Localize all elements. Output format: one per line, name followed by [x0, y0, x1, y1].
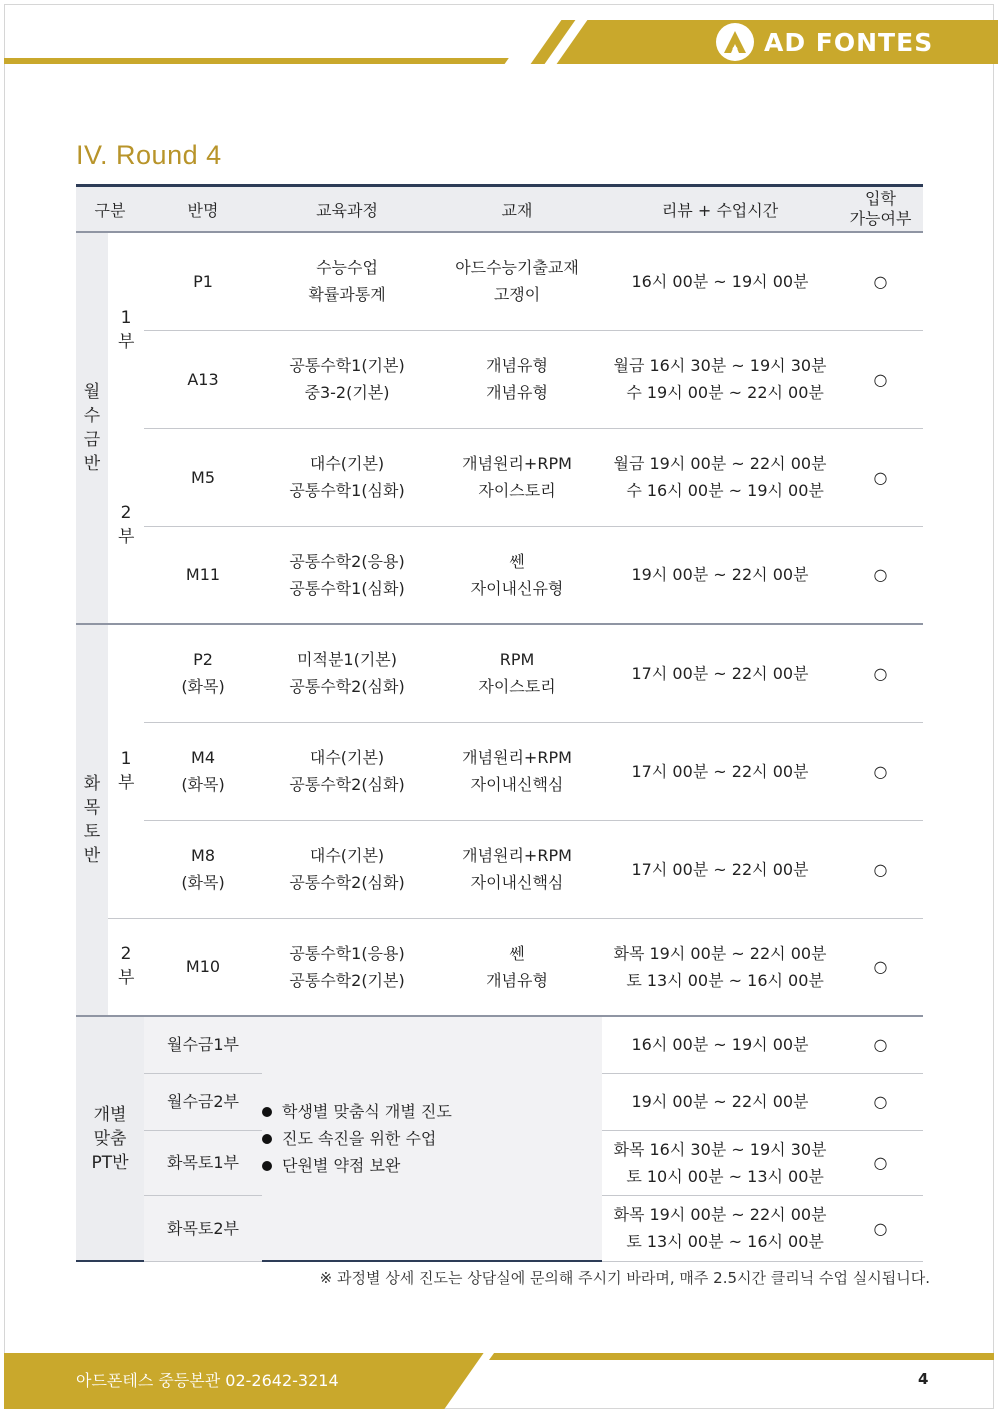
header-class-name: 반명: [144, 186, 262, 233]
table-row: [76, 232, 923, 330]
admission-mark: ○: [838, 1016, 923, 1073]
header-admission: 입학 가능여부: [838, 186, 923, 233]
class-name: M11: [144, 526, 262, 624]
part-1: 1부: [108, 624, 144, 918]
header-course: 교육과정: [262, 186, 432, 233]
table-header-row: [76, 186, 923, 233]
page-number: 4: [918, 1370, 929, 1388]
textbook-cell: 개념원리+RPM 자이스토리: [432, 428, 602, 526]
table-row: [76, 918, 923, 1016]
brand-logo: [716, 22, 933, 62]
textbook-cell: 개념유형 개념유형: [432, 330, 602, 428]
table-row: [76, 330, 923, 428]
group-tts: 화목토반: [76, 624, 108, 1016]
table-row: [76, 526, 923, 624]
course-cell: 미적분1(기본) 공통수학2(심화): [262, 624, 432, 722]
class-name: M5: [144, 428, 262, 526]
course-cell: 공통수학1(기본) 중3-2(기본): [262, 330, 432, 428]
time-cell: 월금 19시 00분 ~ 22시 00분 수 16시 00분 ~ 19시 00분: [602, 428, 838, 526]
course-cell: 대수(기본) 공통수학1(심화): [262, 428, 432, 526]
course-cell: 공통수학1(응용) 공통수학2(기본): [262, 918, 432, 1016]
admission-mark: ○: [838, 232, 923, 330]
textbook-cell: 개념원리+RPM 자이내신핵심: [432, 722, 602, 820]
time-cell: 19시 00분 ~ 22시 00분: [602, 526, 838, 624]
admission-mark: ○: [838, 722, 923, 820]
admission-mark: ○: [838, 1195, 923, 1261]
footnote: ※ 과정별 상세 진도는 상담실에 문의해 주시기 바라며, 매주 2.5시간 클리닉 수업 실시됩니다.: [319, 1269, 930, 1287]
time-cell: 화목 16시 30분 ~ 19시 30분 토 10시 00분 ~ 13시 00분: [602, 1130, 838, 1195]
course-cell: 대수(기본) 공통수학2(심화): [262, 722, 432, 820]
textbook-cell: RPM 자이스토리: [432, 624, 602, 722]
pt-bullet: 학생별 맞춤식 개별 진도: [262, 1098, 602, 1125]
pt-class-name: 월수금2부: [144, 1073, 262, 1130]
pt-bullet-list: [262, 1016, 602, 1261]
class-name: A13: [144, 330, 262, 428]
time-cell: 화목 19시 00분 ~ 22시 00분 토 13시 00분 ~ 16시 00분: [602, 918, 838, 1016]
part-2: 2부: [108, 918, 144, 1016]
time-cell: 19시 00분 ~ 22시 00분: [602, 1073, 838, 1130]
class-name: P2 (화목): [144, 624, 262, 722]
time-cell: 17시 00분 ~ 22시 00분: [602, 820, 838, 918]
table-row: [76, 428, 923, 526]
header-time: 리뷰 + 수업시간: [602, 186, 838, 233]
admission-mark: ○: [838, 1130, 923, 1195]
pt-class-name: 월수금1부: [144, 1016, 262, 1073]
group-pt: 개별맞춤PT반: [76, 1016, 144, 1261]
group-mwf: 월수금반: [76, 232, 108, 624]
time-cell: 월금 16시 30분 ~ 19시 30분 수 19시 00분 ~ 22시 00분: [602, 330, 838, 428]
admission-mark: ○: [838, 526, 923, 624]
page-title: IV. Round 4: [76, 140, 222, 170]
bullet-dot-icon: [262, 1161, 272, 1171]
textbook-cell: 쎈 자이내신유형: [432, 526, 602, 624]
brand-name: AD FONTES: [764, 27, 934, 57]
class-name: M8 (화목): [144, 820, 262, 918]
admission-mark: ○: [838, 1073, 923, 1130]
time-cell: 16시 00분 ~ 19시 00분: [602, 232, 838, 330]
table-row: [76, 1016, 923, 1073]
textbook-cell: 아드수능기출교재 고쟁이: [432, 232, 602, 330]
bullet-dot-icon: [262, 1134, 272, 1144]
admission-mark: ○: [838, 624, 923, 722]
logo-a-icon: [716, 23, 754, 61]
textbook-cell: 개념원리+RPM 자이내신핵심: [432, 820, 602, 918]
admission-mark: ○: [838, 428, 923, 526]
table-row: [76, 820, 923, 918]
bullet-dot-icon: [262, 1107, 272, 1117]
table-row: [76, 624, 923, 722]
pt-class-name: 화목토1부: [144, 1130, 262, 1195]
class-name: M10: [144, 918, 262, 1016]
header-category: 구분: [76, 186, 144, 233]
textbook-cell: 쎈 개념유형: [432, 918, 602, 1016]
footer-gold-line: [489, 1353, 994, 1360]
schedule-table: [76, 184, 923, 1262]
admission-mark: ○: [838, 330, 923, 428]
course-cell: 공통수학2(응용) 공통수학1(심화): [262, 526, 432, 624]
time-cell: 화목 19시 00분 ~ 22시 00분 토 13시 00분 ~ 16시 00분: [602, 1195, 838, 1261]
class-name: M4 (화목): [144, 722, 262, 820]
header-textbook: 교재: [432, 186, 602, 233]
admission-mark: ○: [838, 918, 923, 1016]
part-1: 1부: [118, 308, 135, 352]
header-gold-line: [4, 58, 509, 64]
pt-class-name: 화목토2부: [144, 1195, 262, 1261]
time-cell: 16시 00분 ~ 19시 00분: [602, 1016, 838, 1073]
pt-bullet: 단원별 약점 보완: [262, 1152, 602, 1179]
admission-mark: ○: [838, 820, 923, 918]
time-cell: 17시 00분 ~ 22시 00분: [602, 722, 838, 820]
table-row: [76, 722, 923, 820]
pt-bullet: 진도 속진을 위한 수업: [262, 1125, 602, 1152]
footer-contact: 아드폰테스 중등본관 02-2642-3214: [76, 1371, 339, 1390]
part-2: 2부: [108, 428, 144, 624]
class-name: P1: [144, 232, 262, 330]
course-cell: 수능수업 확률과통계: [262, 232, 432, 330]
time-cell: 17시 00분 ~ 22시 00분: [602, 624, 838, 722]
course-cell: 대수(기본) 공통수학2(심화): [262, 820, 432, 918]
